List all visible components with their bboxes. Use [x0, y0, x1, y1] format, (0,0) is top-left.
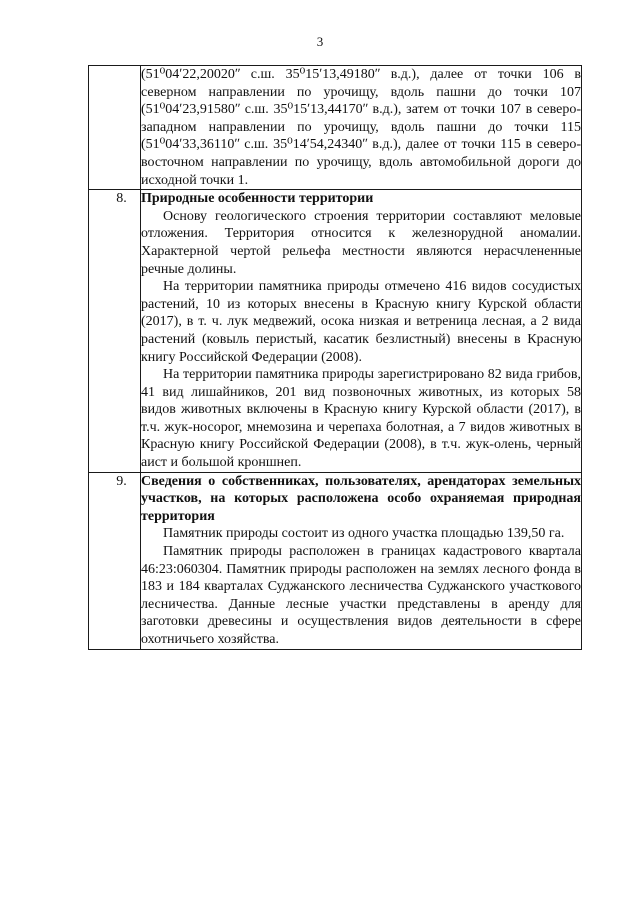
- row-number: [89, 66, 141, 190]
- paragraph: На территории памятника природы отмечено 416 видов сосудистых растений, 10 из которых внесены в Красную книгу Курской области (2017), в т. ч. лук медвежий, осока низкая и ветреница лесная, а 2 вида растений (ковыль перистый, касатик безлистный) внесены в Красную книгу Российской Федерации (2008).: [141, 279, 581, 365]
- paragraph: Памятник природы состоит из одного участка площадью 139,50 га.: [163, 526, 565, 542]
- row-content: [141, 472, 582, 649]
- table-row: [89, 472, 582, 649]
- row-number: 8.: [89, 190, 141, 473]
- paragraph: Основу геологического строения территории составляют меловые отложения. Территория относится к железнорудной аномалии. Характерной чертой рельефа местности являются нерасчлененные речные долины.: [141, 208, 581, 277]
- page-number: 3: [316, 34, 324, 49]
- section-heading: Природные особенности территории: [141, 191, 374, 207]
- table-row: [89, 190, 582, 473]
- table-row: [89, 66, 582, 190]
- row-content: [141, 190, 582, 473]
- paragraph: Памятник природы расположен в границах кадастрового квартала 46:23:060304. Памятник природы расположен на землях лесного фонда в 183 и 184 кварталах Суджанского лесничества Суджанского участкового лесничества. Данные лесные участки представлены в аренду для заготовки древесины и осуществления видов деятельности в сфере охотничьего хозяйства.: [141, 544, 581, 647]
- row-content: [141, 66, 582, 190]
- paragraph: (51⁰04ʹ22,20020ʺ с.ш. 35⁰15ʹ13,49180ʺ в.д.), далее от точки 106 в северном направлении по урочищу, вдоль пашни до точки 107 (51⁰04ʹ23,91580ʺ с.ш. 35⁰15ʹ13,44170ʺ в.д.), затем от точки 107 в северо-западном направлении по урочищу, вдоль пашни до точки 115 (51⁰04ʹ33,36110ʺ с.ш. 35⁰14ʹ54,24340ʺ в.д.), далее от точки 115 в северо-восточном направлении по урочищу, вдоль автомобильной дороги до исходной точки 1.: [141, 67, 581, 188]
- paragraph: На территории памятника природы зарегистрировано 82 вида грибов, 41 вид лишайников, 201 вид позвоночных животных, из которых 58 видов животных включены в Красную книгу Курской области (2017), в т.ч. жук-носорог, мнемозина и черепаха болотная, а 7 видов животных в Красную книгу Российской Федерации (2008), в т.ч. жук-олень, черный аист и большой кроншнеп.: [141, 367, 581, 471]
- row-number: 9.: [89, 472, 141, 649]
- section-heading: Сведения о собственниках, пользователях, арендаторах земельных участков, на которых расположена особо охраняемая природная территория: [141, 473, 581, 524]
- document-table: [88, 65, 582, 650]
